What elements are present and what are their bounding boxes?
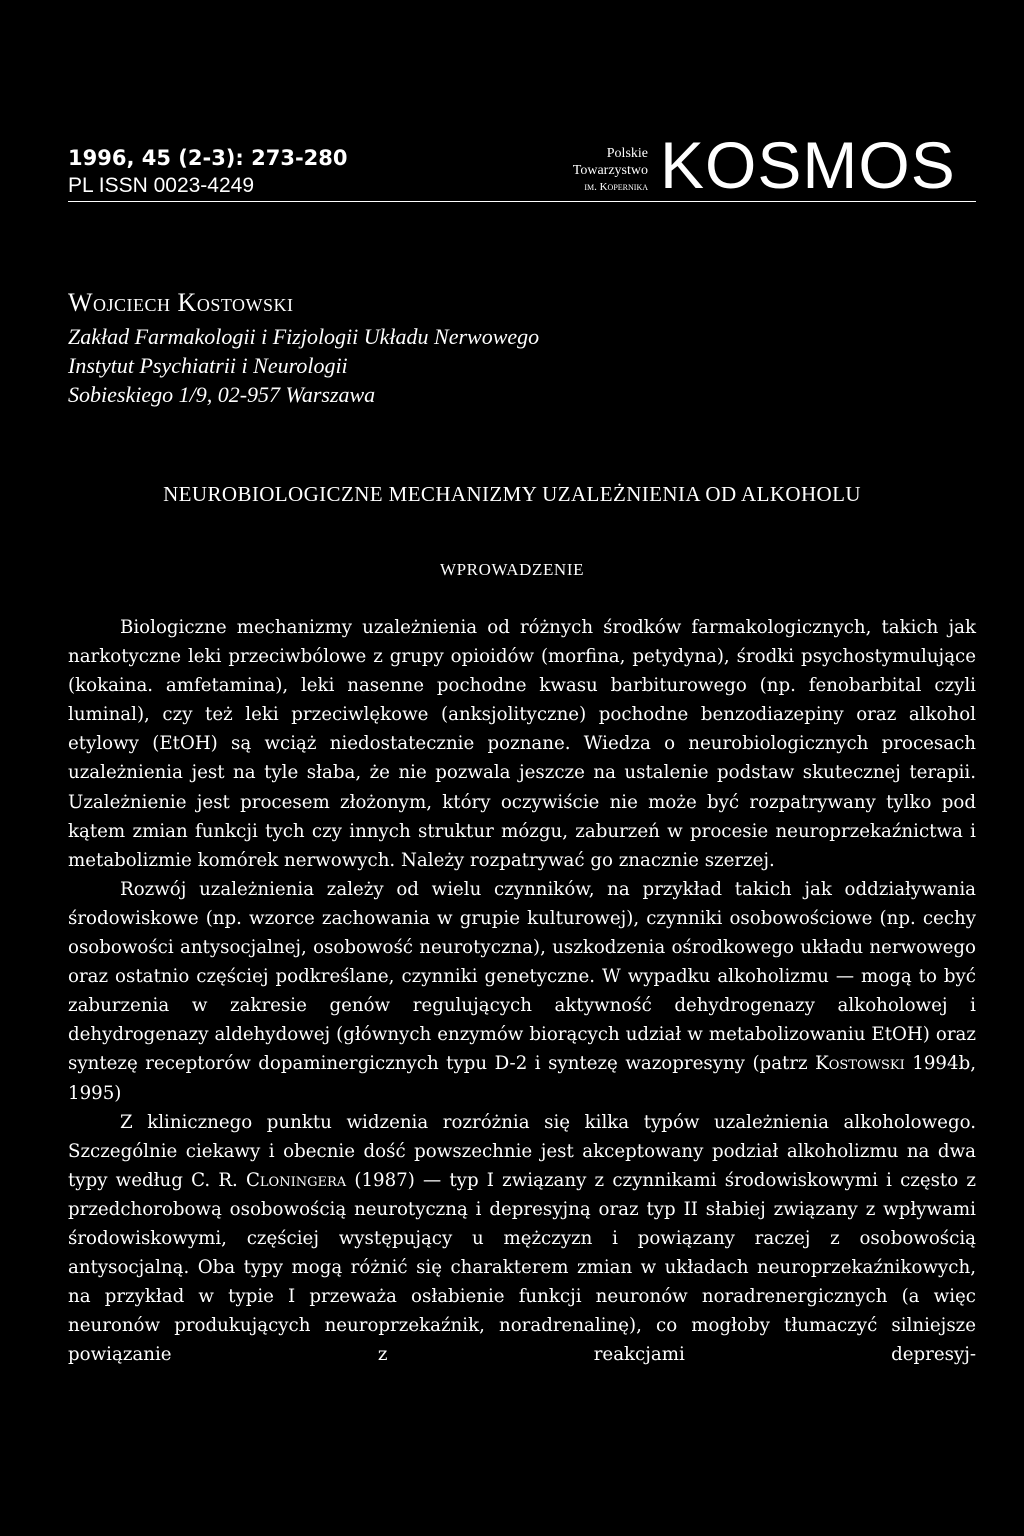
- paragraph-2-end: 1994b, 1995): [68, 1053, 976, 1104]
- society-line-3: im. Kopernika: [584, 181, 648, 193]
- paragraph-3-end: (1987) — typ I związany z czynnikami środowiskowymi i często z przedchorobową osobowością neurotyczną i depresyjną oraz typ II słabiej związany z wpływami środowiskowymi, częściej występujący u mężczyzn i powiązany raczej z osobowością antysocjalną. Oba typy mogą różnić się charakterem zmian w układach neuroprzekaźnikowych, na przykład w typie I przeważa osłabienie funkcji neuronów noradrenergicznych (a więc neuronów produkujących neuroprzekaźnik, noradrenalinę), co mogłoby tłumaczyć silniejsze powiązanie z reakcjami depresyj-: [68, 1169, 976, 1366]
- affiliation-line: Zakład Farmakologii i Fizjologii Układu Nerwowego: [68, 324, 540, 349]
- affiliation: [68, 322, 539, 409]
- journal-title: KOSMOS: [660, 128, 956, 202]
- society-line-2: Towarzystwo: [572, 163, 648, 178]
- article-body: [68, 613, 976, 1369]
- paragraph-2: [68, 875, 976, 1108]
- article-title: NEUROBIOLOGICZNE MECHANIZMY UZALEŻNIENIA OD ALKOHOLU: [163, 482, 861, 506]
- author-name: Wojciech Kostowski: [68, 288, 294, 317]
- affiliation-line: Sobieskiego 1/9, 02-957 Warszawa: [68, 382, 376, 407]
- paragraph-1: Biologiczne mechanizmy uzależnienia od różnych środków farmakologicznych, takich jak narkotyczne leki przeciwbólowe z grupy opioidów (morfina, petydyna), środki psychostymulujące (kokaina. amfetamina), leki nasenne pochodne kwasu barbiturowego (np. fenobarbital czyli luminal), czy też leki przeciwlękowe (anksjolityczne) pochodne benzodiazepiny oraz alkohol etylowy (EtOH) są wciąż niedostatecznie poznane. Wiedza o neurobiologicznych procesach uzależnienia jest na tyle słaba, że nie pozwala jeszcze na ustalenie podstaw skutecznej terapii. Uzależnienie jest procesem złożonym, który oczywiście nie może być rozpatrywany tylko pod kątem zmian funkcji tych czy innych struktur mózgu, zaburzeń w procesie neuroprzekaźnictwa i metabolizmie komórek nerwowych. Należy rozpatrywać go znacznie szerzej.: [68, 617, 976, 871]
- paragraph-3-text: Z klinicznego punktu widzenia rozróżnia się kilka typów uzależnienia alkoholowego. Szczególnie ciekawy i obecnie dość powszechnie jest akceptowany podział alkoholizmu na dwa typy według C. R.: [68, 1111, 976, 1191]
- society-line-1: Polskie: [606, 146, 648, 161]
- citation: 1996, 45 (2-3): 273-280: [68, 146, 348, 170]
- citation-author: Kostowski: [815, 1053, 905, 1075]
- paragraph-2-text: Rozwój uzależnienia zależy od wielu czynników, na przykład takich jak oddziaływania środowiskowe (np. wzorce zachowania w grupie kulturowej), czynniki osobowościowe (np. cechy osobowości antysocjalnej, osobowość neurotyczna), uszkodzenia ośrodkowego układu nerwowego oraz ostatnio częściej podkreślane, czynniki genetyczne. W wypadku alkoholizmu — mogą to być zaburzenia w zakresie genów regulujących aktywność dehydrogenazy alkoholowej i dehydrogenazy aldehydowej (głównych enzymów biorących udział w metabolizowaniu EtOH) oraz syntezę receptorów dopaminergicznych typu D-2 i syntezę wazopresyny (patrz: [68, 878, 976, 1075]
- header-rule: [68, 201, 976, 202]
- paragraph-3: [68, 1108, 976, 1370]
- citation-author: Cloningera: [246, 1169, 347, 1191]
- section-heading: WPROWADZENIE: [439, 560, 585, 579]
- issn: PL ISSN 0023-4249: [68, 174, 255, 197]
- society-block: [573, 145, 648, 196]
- affiliation-line: Instytut Psychiatrii i Neurologii: [68, 353, 348, 378]
- header-left: [68, 144, 348, 200]
